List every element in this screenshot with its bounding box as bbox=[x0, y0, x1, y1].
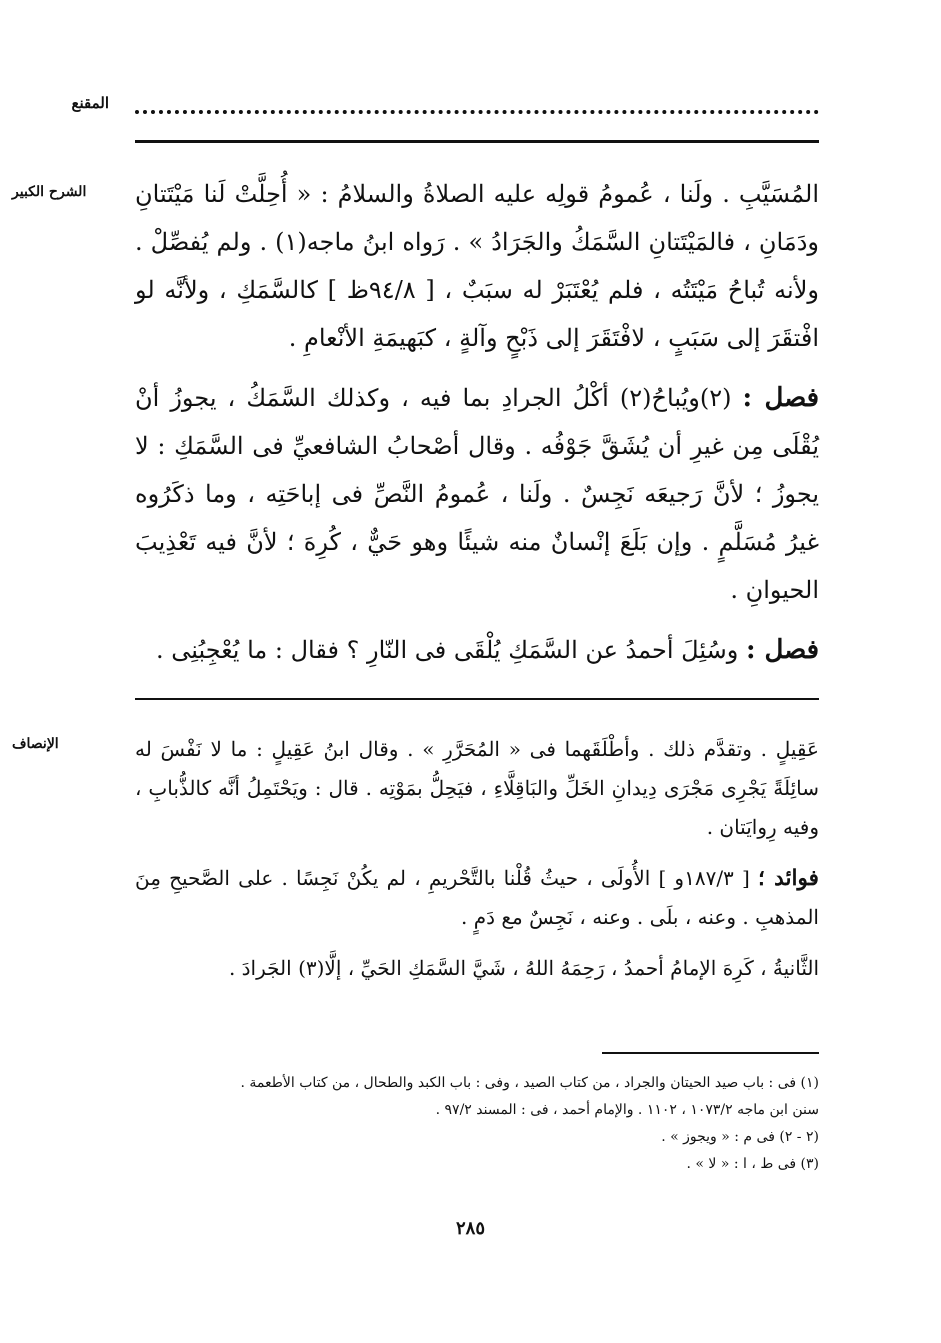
fasl-keyword: فصل : bbox=[745, 635, 819, 665]
inssaf-paragraph-2 bbox=[135, 859, 819, 937]
sharh-paragraph-3 bbox=[135, 626, 819, 674]
sharh-text-block bbox=[135, 170, 819, 674]
inssaf-paragraph-2-text: [ ١٨٧/٣و ] الأُولَى ، حيثُ قُلْنا بالتَّحْريمِ ، لم يكُنْ نَجِسًا . على الصَّحيحِ مِنَ المذهبِ . وعنه ، بلَى . وعنه ، نَجِسٌ مع دَمٍ . bbox=[135, 866, 819, 929]
page-number: ٢٨٥ bbox=[455, 1218, 485, 1239]
inssaf-paragraph-3: الثَّانيةُ ، كَرِهَ الإمامُ أحمدُ ، رَحِمَهُ اللهُ ، شَيَّ السَّمَكِ الحَيِّ ، إلَّا(٣) الجَرادَ . bbox=[228, 956, 819, 980]
inssaf-paragraph-1: عَقِيلٍ . وتقدَّم ذلك . وأطْلَقَهما فى « المُحَرَّرِ » . وقال ابنُ عَقِيلٍ : ما لا نَفْسَ له سائِلَةً يَجْرِى مَجْرَى دِيدانِ الخَلِّ والبَاقِلَّاءِ ، فيَحِلُّ بمَوْتِه . قال : ويَحْتَمِلُ أنَّه كالذُّبابِ ، وفيه رِوايَتان . bbox=[135, 737, 819, 839]
running-header-title: المقنع bbox=[71, 94, 109, 112]
sharh-paragraph-2-text: (٢)ويُباحُ(٢) أكْلُ الجرادِ بما فيه ، وكذلك السَّمَكُ ، يجوزُ أنْ يُقْلَى مِن غيرِ أن يُشَقَّ جَوْفُه . وقال أصْحابُ الشافعيِّ فى السَّمَكِ : لا يجوزُ ؛ لأنَّ رَجيعَه نَجِسٌ . ولَنا ، عُمومُ النَّصِّ فى إباحَتِه ، وما ذكَرُوه غيرُ مُسَلَّمٍ . وإن بَلَعَ إنْسانٌ منه شيئًا وهو حَيٌّ ، كُرِهَ ؛ لأنَّ فيه تَعْذِيبَ الحيوانِ . bbox=[135, 384, 819, 604]
dotted-header-rule bbox=[135, 110, 819, 114]
footnote: (٢ - ٢) فى م : « ويجوز » . bbox=[661, 1129, 819, 1145]
header-rule bbox=[135, 140, 819, 143]
section-label-inssaf: الإنصاف bbox=[12, 736, 59, 752]
sharh-paragraph-2 bbox=[135, 374, 819, 614]
section-divider bbox=[135, 698, 819, 700]
sharh-paragraph-1: المُسَيَّبِ . ولَنا ، عُمومُ قولِه عليه الصلاةُ والسلامُ : « أُحِلَّتْ لَنا مَيْتَتانِ ودَمَانِ ، فالمَيْتَتانِ السَّمَكُ والجَرَادُ » . رَواه ابنُ ماجه(١) . ولم يُفصِّلْ . ولأنه تُباحُ مَيْتَتُه ، فلم يُعْتَبَرْ له سبَبٌ ، [ ٩٤/٨ظ ] كالسَّمَكِ ، ولأنَّه لو افْتقَرَ إلى سَبَبٍ ، لافْتَقَرَ إلى ذَبْحٍ وآلةٍ ، كبَهيمَةِ الأنْعامِ . bbox=[135, 180, 819, 352]
footnote: سنن ابن ماجه ١٠٧٣/٢ ، ١١٠٢ . والإمام أحمد ، فى : المسند ٩٧/٢ . bbox=[435, 1102, 819, 1118]
footnote: (٣) فى ط ، ا : « لا » . bbox=[686, 1156, 819, 1172]
footnote-rule bbox=[602, 1052, 819, 1054]
footnotes bbox=[135, 1070, 819, 1178]
fasl-keyword: فصل : bbox=[742, 383, 819, 413]
sharh-paragraph-3-text: وسُئِلَ أحمدُ عن السَّمَكِ يُلْقَى فى النّارِ ؟ فقال : ما يُعْجِبُنِى . bbox=[155, 636, 746, 664]
inssaf-text-block bbox=[135, 730, 819, 988]
section-label-sharh: الشرح الكبير bbox=[12, 184, 87, 200]
footnote: (١) فى : باب صيد الحيتان والجراد ، من كتاب الصيد ، وفى : باب الكبد والطحال ، من كتاب الأطعمة . bbox=[240, 1075, 819, 1091]
fawaid-keyword: فوائد ؛ bbox=[757, 866, 819, 891]
